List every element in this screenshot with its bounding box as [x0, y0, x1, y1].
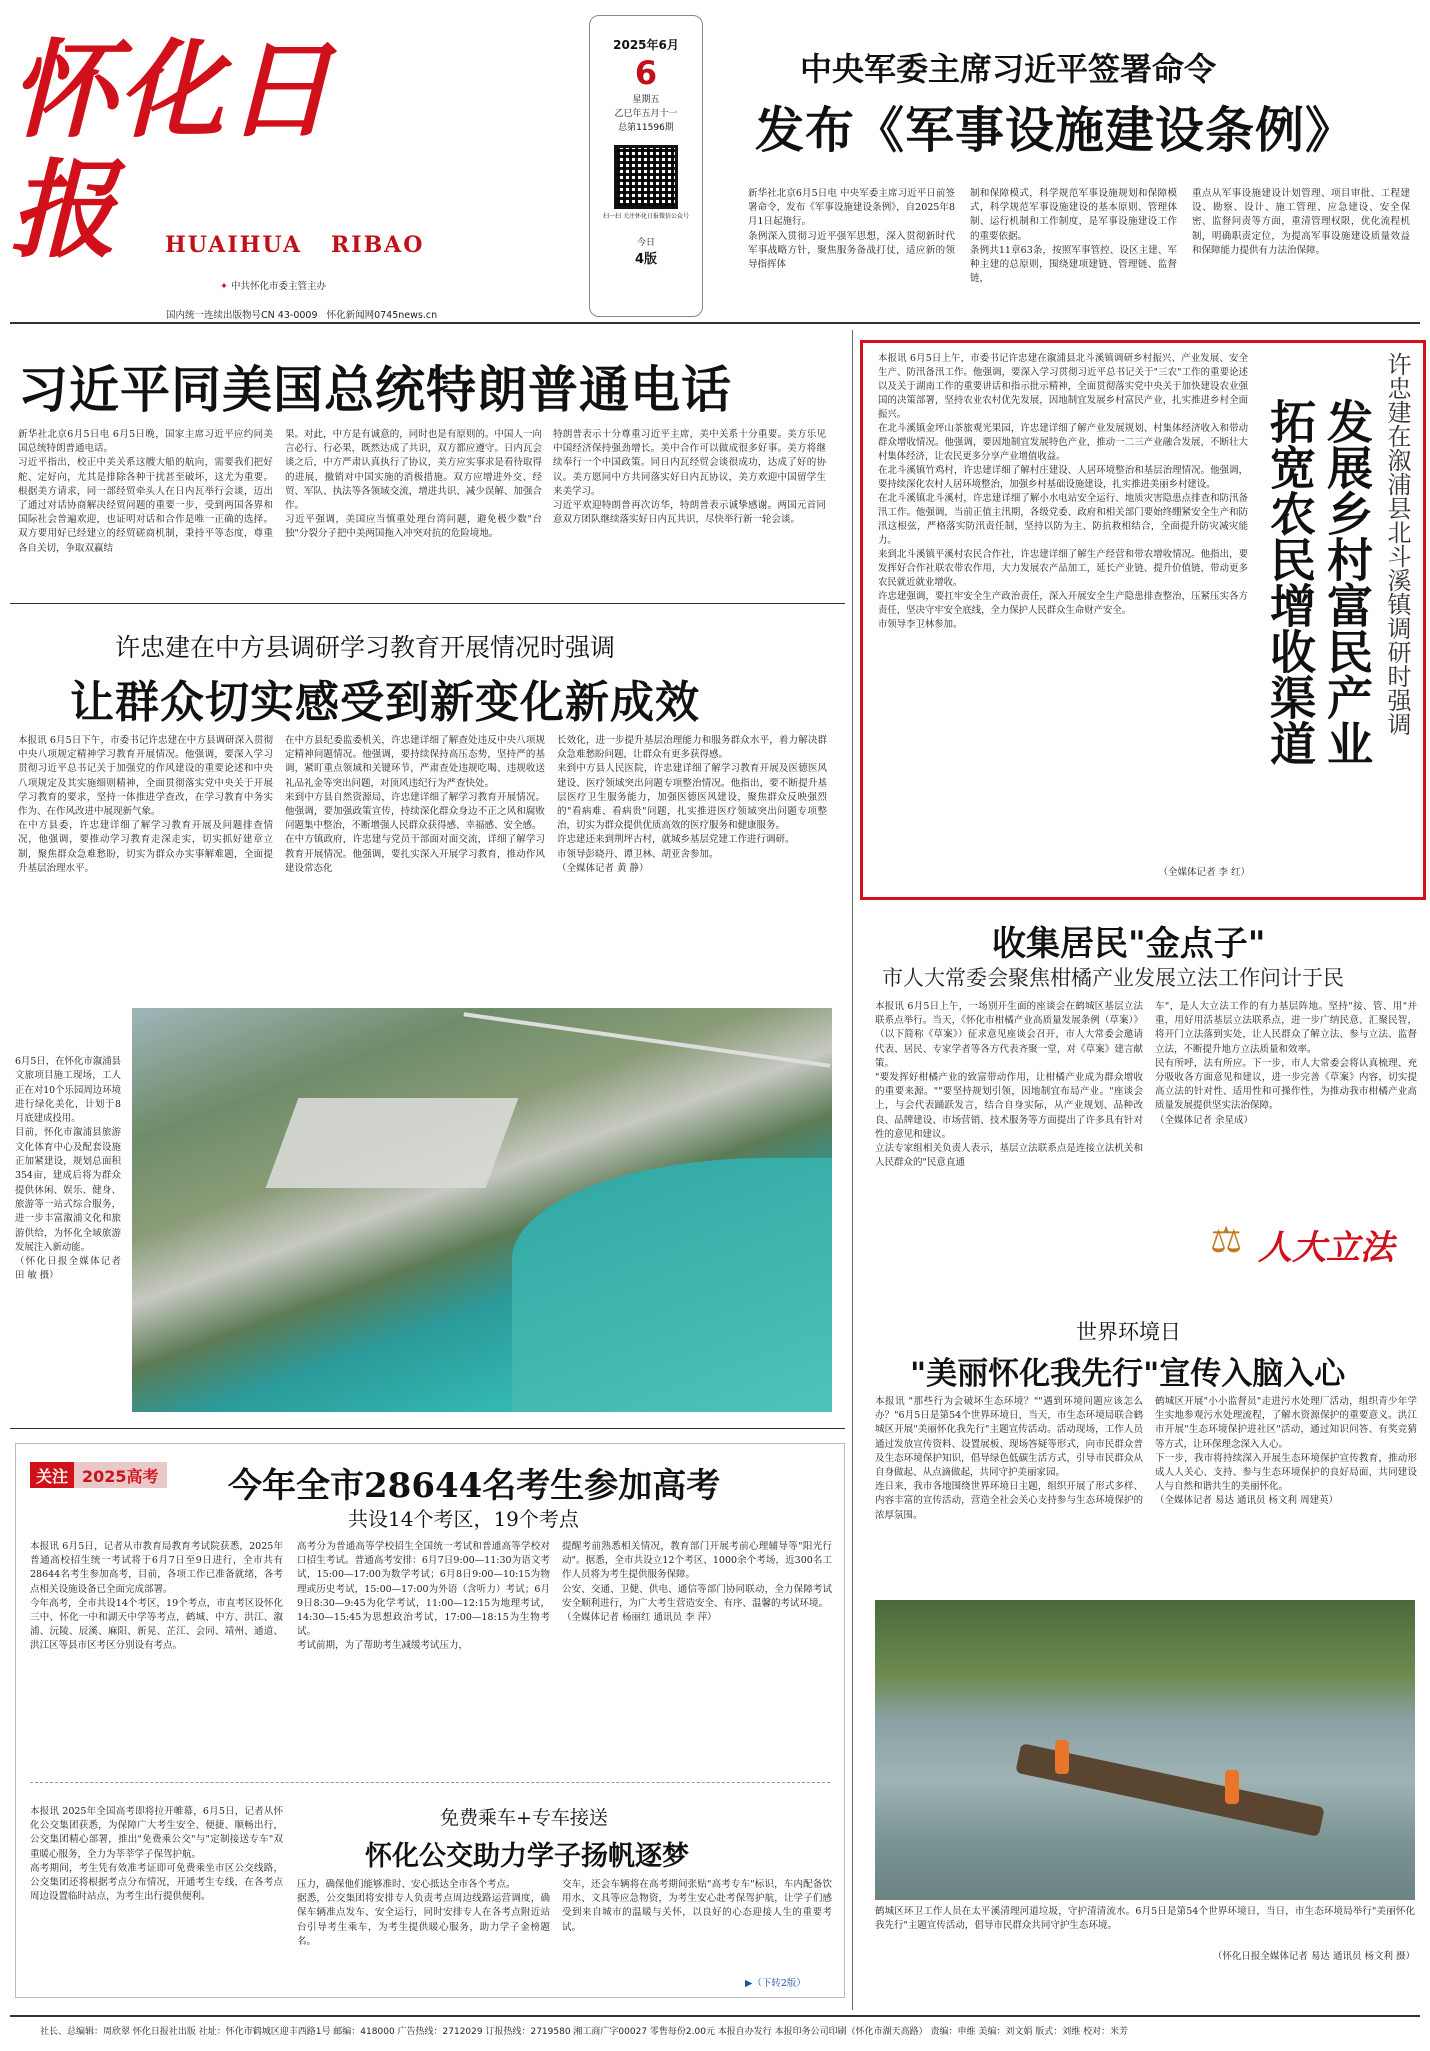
top-kicker: 中央军委主席习近平签署命令 [800, 50, 1217, 88]
sponsor-icon: ✦ [220, 281, 231, 292]
photo-buildings [266, 1098, 519, 1188]
gold-article-col2: 车"，是人大立法工作的有力基层阵地。坚持"接、管、用"并重，用好用活基层立法联系点，进一步广纳民意、汇聚民智，将开门立法落到实处，让人民群众了解立法、参与立法、监督立法，不断提升地方立法质量和效率。 民有所呼，法有所应。下一步，市人大常委会将认真梳理、充分吸收各方面意见和建议，进一步完善《草案》内容，切实提高立法的针对性、适用性和可操作性，为推动我市柑橘产业高质量发展提供坚实法治保障。 （全媒体记者 余星成） [1155, 1001, 1417, 1126]
continued-text[interactable]: （下转2版） [752, 1978, 806, 1989]
sponsor-line [220, 278, 326, 292]
photo-river [512, 1158, 832, 1412]
gold-subtitle: 市人大常委会聚焦柑橘产业发展立法工作问计于民 [882, 966, 1344, 990]
call-article-col2: 果。对此，中方是有诚意的，同时也是有原则的。中国人一向言必行、行必果，既然达成了共识，双方都应遵守。日内瓦会谈之后，中方严肃认真执行了协议，美方应实事求是看待取得的进展，撤销对中国实施的消极措施。双方应增进外交、经贸、军队、执法等各领域交流，增进共识、减少误解、加强合作。 习近平强调，美国应当慎重处理台湾问题，避免极少数"台独"分裂分子把中美两国拖入冲突对抗的危险境地。 [285, 429, 542, 540]
footer-rule [10, 2015, 1420, 2017]
logo-pinyin: HUAIHUA RIBAO [165, 232, 425, 258]
photo-rule [10, 1428, 845, 1429]
masthead-rule [10, 322, 1420, 324]
fz-article-col1: 本报讯 6月5日下午，市委书记许忠建在中方县调研深入贯彻中央八项规定精神学习教育开展情况。他强调，要深入学习贯彻习近平总书记关于加强党的作风建设的重要论述和中央八项规定及其实施细则精神，全面贯彻落实党中央关于开展学习教育的要求，坚持一体推进学查改，在学习教育中务实作为、在作风改进中展现新气象。 在中方县委，许忠建详细了解学习教育开展及问题排查情况，他强调，要推动学习教育走深走实，切实抓好建章立制，聚焦群众急难愁盼，切实为群众办实事解难题，全面提升基层治理水平。 [18, 735, 273, 874]
river-photo-credit: （怀化日报全媒体记者 易达 通讯员 杨文利 摄） [1212, 1951, 1415, 1962]
bus-article-col1: 本报讯 2025年全国高考即将拉开帷幕，6月5日，记者从怀化公交集团获悉，为保障广大考生安全、便捷、顺畅出行，公交集团精心部署，推出"免费乘公交"与"定制接送专车"双重暖心服务，全力为莘莘学子保驾护航。 高考期间，考生凭有效准考证即可免费乘坐市区公交线路，公交集团还将根据考点分布情况，开通考生专线，在各考点周边设置临时站点，为考生出行提供便利。 [30, 1806, 283, 1903]
river-cleanup-photo [875, 1600, 1415, 1900]
npc-legislation-badge [1210, 1212, 1410, 1272]
gaokao-article-col1: 本报讯 6月5日，记者从市教育局教育考试院获悉，2025年普通高校招生统一考试将于6月7日至9日进行，全市共有28644名考生参加高考，目前，各项工作已准备就绪，各考点相关设施设备已全面完成部署。 今年高考，全市共设14个考区，19个考点，市直考区设怀化三中、怀化一中和湖天中学等考点，鹤城、中方、洪江、溆浦、沅陵、辰溪、麻阳、新晃、芷江、会同、靖州、通道、洪江区等县市区考区分别设有考点。 [30, 1541, 283, 1652]
fz-kicker: 许忠建在中方县调研学习教育开展情况时强调 [115, 633, 616, 662]
gaokao-badge-topic: 2025高考 [74, 1462, 167, 1488]
construction-photo [132, 1008, 832, 1412]
call-article-col3: 特朗普表示十分尊重习近平主席，美中关系十分重要。美方乐见中国经济保持强劲增长。美中合作可以做成很多好事。美方将继续奉行一个中国政策。同日内瓦经贸会谈很成功，达成了好的协议。美方愿同中方共同落实好日内瓦协议，美方欢迎中国留学生来美学习。 习近平欢迎特朗普再次访华，特朗普表示诚挚感谢。两国元首同意双方团队继续落实好日内瓦共识，尽快举行新一轮会谈。 [553, 429, 826, 526]
web-address: 怀化新闻网0745news.cn [326, 310, 438, 321]
xu-article-credit: （全媒体记者 李 红） [1158, 867, 1250, 878]
date-issue: 总第11596期 [618, 123, 674, 133]
call-rule [10, 603, 845, 604]
xu-headline-1: 发展乡村富民产业 [1320, 398, 1374, 766]
publication-number [160, 296, 437, 321]
continued-link[interactable] [745, 1975, 806, 1989]
bus-headline: 怀化公交助力学子扬帆逐梦 [365, 1841, 689, 1872]
gaokao-article-col3: 提醒考前熟悉相关情况，教育部门开展考前心理辅导等"阳光行动"。据悉，全市共设立12个考区、1000余个考场，近300名工作人员将为考生提供服务保障。 公安、交通、卫健、供电、通信等部门协同联动，全力保障考试安全顺利进行，为广大考生营造安全、有序、温馨的考试环境。 （全媒体记者 杨丽红 通讯员 李 萍） [562, 1541, 832, 1624]
date-day: 6 [634, 54, 658, 92]
date-block [589, 15, 703, 317]
sponsor-text: 中共怀化市委主管主办 [230, 281, 326, 292]
date-weekday: 星期五 [632, 95, 660, 105]
xu-kicker: 许忠建在溆浦县北斗溪镇调研时强调 [1383, 352, 1411, 736]
gaokao-article-col2: 高考分为普通高等学校招生全国统一考试和普通高等学校对口招生考试。普通高考安排：6月7日9:00—11:30为语文考试，15:00—17:00为数学考试；6月8日9:00—10:15为物理或历史考试，15:00—17:00为外语（含听力）考试；6月9日8:30—9:45为化学考试，11:00—12:15为地理考试，14:30—15:45为思想政治考试，17:00—18:15为生物考试。 考试前期，为了帮助考生减缓考试压力， [297, 1541, 550, 1652]
river-photo-caption: 鹤城区环卫工作人员在太平溪清理河道垃圾，守护清清流水。6月5日是第54个世界环境日，当日，市生态环境局举行"美丽怀化我先行"主题宣传活动，倡导市民群众共同守护生态环境。 [875, 1906, 1415, 1932]
qr-caption: 扫一扫 关注怀化日报微信公众号 [603, 213, 689, 220]
env-kicker: 世界环境日 [1076, 1320, 1181, 1344]
gaokao-divider [30, 1782, 830, 1783]
gaokao-headline: 今年全市28644名考生参加高考 [228, 1466, 721, 1506]
date-year-month: 2025年6月 [613, 38, 679, 52]
top-headline: 发布《军事设施建设条例》 [755, 101, 1356, 159]
top-article-col1: 新华社北京6月5日电 中央军委主席习近平日前签署命令，发布《军事设施建设条例》，自2025年8月1日起施行。 条例深入贯彻习近平强军思想，深入贯彻新时代军事战略方针，聚焦服务备战打仗，适应新的领导指挥体 [748, 188, 955, 271]
env-headline: "美丽怀化我先行"宣传入脑入心 [910, 1356, 1346, 1392]
gold-article-col1: 本报讯 6月5日上午，一场别开生面的座谈会在鹤城区基层立法联系点举行。当天，《怀化市柑橘产业高质量发展条例（草案）》（以下简称《草案》）征求意见座谈会召开，市人大常委会邀请代表、居民、专家学者等各方代表齐聚一堂，对《草案》建言献策。 "要发挥好柑橘产业的致富带动作用，让柑橘产业成为群众增收的重要来源。""要坚持规划引领，因地制宜布局产业。"座谈会上，与会代表踊跃发言，结合自身实际，从产业规划、品种改良、品牌建设、市场营销、技术服务等方面提出了许多具有针对性的意见和建议。 立法专家组相关负责人表示，基层立法联系点是连接立法机关和人民群众的"民意直通 [875, 1001, 1143, 1169]
top-article-col2: 制和保障模式，科学规范军事设施规划和保障模式，科学规范军事设施建设的基本原则、管理体制、运行机制和工作制度，是军事设施建设工作的重要依据。 条例共11章63条，按照军事管控、设区主建、军种主建的总原则，围绕建项建链、管理链、监督链， [970, 188, 1177, 285]
gaokao-badge [30, 1462, 167, 1488]
photo-worker-2 [1225, 1770, 1239, 1804]
bus-article-col2: 压力，确保他们能够准时、安心抵达全市各个考点。 据悉，公交集团将安排专人负责考点周边线路运营调度，确保车辆准点发车、安全运行，同时安排专人在各考点附近站台引导考生乘车，为考生提供暖心服务，助力学子金榜题名。 [297, 1879, 550, 1947]
bus-article-col3: 交车，还会车辆将在高考期间张贴"高考专车"标识，车内配备饮用水、文具等应急物资，为考生安心赴考保驾护航，让学子们感受到来自城市的温暖与关怀，以良好的心态迎接人生的重要考试。 [562, 1879, 832, 1933]
continued-arrow-icon: ▶ [745, 1978, 753, 1989]
npc-badge-text: 人大立法 [1258, 1228, 1394, 1268]
photo-worker-1 [1055, 1740, 1069, 1774]
qr-code-icon [614, 145, 678, 209]
call-headline: 习近平同美国总统特朗普通电话 [18, 360, 732, 419]
xu-article-body: 本报讯 6月5日上午，市委书记许忠建在溆浦县北斗溪镇调研乡村振兴、产业发展、安全生产、防汛备汛工作。他强调，要深入学习贯彻习近平总书记关于"三农"工作的重要论述以及关于湖南工作的重要讲话和指示批示精神，全面贯彻落实党中央关于加快建设农业强国的决策部署，坚持农业农村优先发展，因地制宜发展乡村富民产业，扎实推进乡村全面振兴。 在北斗溪镇金坪山茶旅观光果园，许忠建详细了解产业发展规划、村集体经济收入和带动群众增收情况。他强调，要因地制宜发展特色产业，推动一二三产业融合发展，不断壮大村集体经济，让农民更多分享产业增值收益。 在北斗溪镇竹鸡村，许忠建详细了解村庄建设、人居环境整治和基层治理情况。他强调，要持续深化农村人居环境整治，加强乡村基础设施建设，扎实推进美丽乡村建设。 在北斗溪镇北斗溪村，许忠建详细了解小水电站安全运行、地质灾害隐患点排查和防汛备汛工作。他强调，当前正值主汛期，各级党委、政府和相关部门要始终绷紧安全生产和防汛这根弦，严格落实防汛责任制，坚持以防为主、防抗救相结合，全面提升防灾减灾能力。 来到北斗溪镇平溪村农民合作社，许忠建详细了解生产经营和带农增收情况。他指出，要发挥好合作社联农带农作用，大力发展农产品加工，延长产业链、提升价值链，带动更多农民就近就业增收。 许忠建强调，要扛牢安全生产政治责任，深入开展安全生产隐患排查整治，压紧压实各方责任，坚决守牢安全底线，全力保护人民群众生命财产安全。 市领导李卫林参加。 [878, 353, 1248, 630]
cn-number: 国内统一连续出版物号CN 43-0009 [166, 310, 318, 321]
gold-headline: 收集居民"金点子" [992, 924, 1266, 964]
call-article-col1: 新华社北京6月5日电 6月5日晚，国家主席习近平应约同美国总统特朗普通电话。 习近平指出，校正中美关系这艘大船的航向，需要我们把好舵、定好向，尤其是排除各种干扰甚至破坏，这尤为重要。根据美方请求，同一部经贸牵头人在日内瓦举行会谈，迈出了通过对话协商解决经贸问题的重要一步，受到两国各界和国际社会普遍欢迎，也证明对话和合作是唯一正确的选择。双方要用好已经建立的经贸磋商机制，秉持平等态度，尊重各自关切，争取双赢结 [18, 429, 273, 554]
env-article-col1: 本报讯 "那些行为会破坏生态环境？""遇到环境问题应该怎么办？"6月5日是第54个世界环境日，当天，市生态环境局联合鹤城区开展"美丽怀化我先行"主题宣传活动。活动现场，工作人员通过发放宣传资料、设置展板、现场答疑等形式，向市民群众普及生态环境保护知识，倡导绿色低碳生活方式，引导市民群众从自身做起、从点滴做起，共同守护美丽家园。 连日来，我市各地围绕世界环境日主题，组织开展了形式多样、内容丰富的宣传活动，营造全社会关心支持参与生态环境保护的浓厚氛围。 [875, 1396, 1143, 1521]
top-article-col3: 重点从军事设施建设计划管理、项目审批、工程建设、勘察、设计、施工管理、应急建设、安全保密、监督问责等方面，重清管理权限，优化流程机制，明确职责定位，为提高军事设施建设质量效益和保障能力提供有力法治保障。 [1192, 188, 1410, 256]
fz-article-col3: 长效化，进一步提升基层治理能力和服务群众水平，着力解决群众急难愁盼问题，让群众有更多获得感。 来到中方县人民医院，许忠建详细了解学习教育开展及医德医风建设、医疗领域突出问题专项整治情况。他指出，要不断提升基层医疗卫生服务能力，加强医德医风建设，聚焦群众反映强烈的"看病难、看病贵"问题，扎实推进医疗领域突出问题专项整治，切实为群众提供优质高效的医疗服务和健康服务。 许忠建还来到荆坪古村，就城乡基层党建工作进行调研。 市领导彭晓丹、谭卫林、胡亚舍参加。 （全媒体记者 黄 静） [557, 735, 827, 874]
pages-count: 4版 [634, 252, 658, 267]
gaokao-badge-label: 关注 [30, 1462, 74, 1488]
column-divider [852, 330, 853, 2010]
newspaper-logo: 怀化日报 [10, 27, 334, 272]
photo-bridge [464, 1012, 831, 1067]
scales-icon: ⚖ [1210, 1220, 1243, 1261]
bus-kicker: 免费乘车+专车接送 [440, 1807, 608, 1829]
fz-headline: 让群众切实感受到新变化新成效 [70, 677, 700, 728]
gaokao-subtitle: 共设14个考区，19个考点 [348, 1507, 579, 1531]
date-lunar: 乙巳年五月十一 [614, 109, 678, 119]
construction-photo-caption: 6月5日，在怀化市溆浦县文旅项目施工现场，工人正在对10个乐园周边环境进行绿化美化，计划于8月底建成投用。 目前，怀化市溆浦县旅游文化体育中心及配套设施正加紧建设，规划总面积354亩，建成后将为群众提供休闲、娱乐、健身、旅游等一站式综合服务，进一步丰富溆浦文化和旅游供给，为怀化全域旅游发展注入新动能。 （怀化日报全媒体记者 田 敏 摄） [15, 1056, 121, 1282]
fz-article-col2: 在中方县纪委监委机关，许忠建详细了解查处违反中央八项规定精神问题情况。他强调，要持续保持高压态势，坚持严的基调，紧盯重点领域和关键环节，严肃查处违规吃喝、违规收送礼品礼金等突出问题，对顶风违纪行为严查快处。 来到中方县自然资源局，许忠建详细了解学习教育开展情况。他强调，要加强政策宣传，持续深化群众身边不正之风和腐败问题集中整治，不断增强人民群众获得感、幸福感、安全感。 在中方镇政府，许忠建与党员干部面对面交流，详细了解学习教育开展情况。他强调，要扎实深入开展学习教育，推动作风建设常态化 [285, 735, 545, 874]
env-article-col2: 鹤城区开展"小小监督员"走进污水处理厂活动，组织青少年学生实地参观污水处理流程，了解水资源保护的重要意义。洪江市开展"生态环境保护进社区"活动，通过知识问答、有奖竞猜等方式，让环保理念深入人心。 下一步，我市将持续深入开展生态环境保护宣传教育，推动形成人人关心、支持、参与生态环境保护的良好局面，共同建设人与自然和谐共生的美丽怀化。 （全媒体记者 易达 通讯员 杨文利 周建英） [1155, 1396, 1417, 1507]
xu-headline-2: 拓宽农民增收渠道 [1263, 398, 1317, 766]
footer-credits: 社长、总编辑：周欣翠 怀化日报社出版 社址：怀化市鹤城区迎丰西路1号 邮编：418000 广告热线：2712029 订报热线：2719580 湘工商广字00027 零售每份2.00元 本报自办发行 本报印务公司印刷（怀化市湖天高路） 责编：申维 美编：刘文娟 版式：刘维 校对：米芳 [40, 2027, 1129, 2037]
pages-label: 今日 [636, 238, 655, 248]
